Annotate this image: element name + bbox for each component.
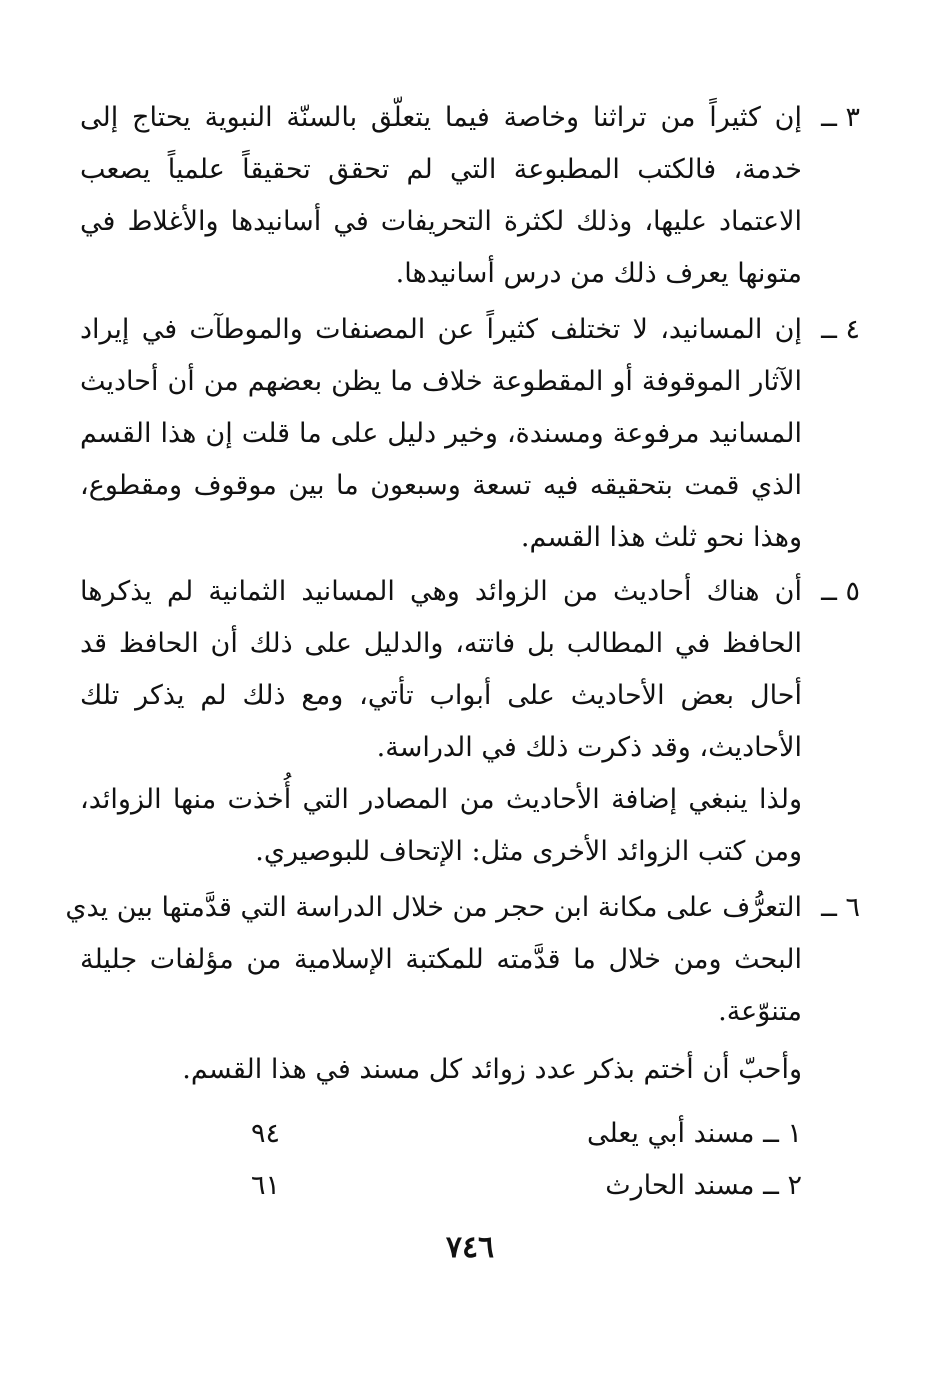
point-text <box>80 566 802 878</box>
text-line: وأحبّ أن أختم بذكر عدد زوائد كل مسند في هذا القسم. <box>182 1054 802 1085</box>
point-number: ٤ ــ <box>821 314 860 345</box>
text-line: الحافظ في المطالب بل فاتته، والدليل على ذلك أن الحافظ قد <box>80 628 802 659</box>
closing-sentence <box>80 1044 802 1096</box>
page-number: ٧٤٦ <box>445 1230 495 1265</box>
point-text <box>80 304 802 564</box>
point-4 <box>80 304 860 564</box>
point-text <box>65 882 802 1038</box>
musnad-count: ٦١ <box>250 1170 280 1201</box>
point-text <box>80 92 802 300</box>
musnad-label: ٢ ــ مسند الحارث <box>605 1170 802 1201</box>
list-item <box>220 1108 802 1160</box>
list-item <box>220 1160 802 1212</box>
point-number: ٥ ــ <box>821 576 860 607</box>
text-line: الذي قمت بتحقيقه فيه تسعة وسبعون ما بين موقوف ومقطوع، <box>80 470 802 501</box>
point-3 <box>80 92 860 300</box>
text-line: أن هناك أحاديث من الزوائد وهي المسانيد الثمانية لم يذكرها <box>80 576 802 607</box>
text-line: ولذا ينبغي إضافة الأحاديث من المصادر التي أُخذت منها الزوائد، <box>80 784 802 815</box>
musnad-count: ٩٤ <box>250 1118 280 1149</box>
text-line: الاعتماد عليها، وذلك لكثرة التحريفات في أسانيدها والأغلاط في <box>80 206 802 237</box>
text-line: أحال بعض الأحاديث على أبواب تأتي، ومع ذلك لم يذكر تلك <box>80 680 802 711</box>
text-line: الآثار الموقوفة أو المقطوعة خلاف ما يظن بعضهم من أن أحاديث <box>80 366 802 397</box>
text-line: المسانيد مرفوعة ومسندة، وخير دليل على ما قلت إن هذا القسم <box>80 418 802 449</box>
counts-list <box>220 1108 802 1212</box>
text-line: ومن كتب الزوائد الأخرى مثل: الإتحاف للبوصيري. <box>255 836 802 867</box>
text-line: متونها يعرف ذلك من درس أسانيدها. <box>395 258 802 289</box>
point-6 <box>65 882 860 1038</box>
text-line: متنوّعة. <box>718 996 802 1027</box>
point-5 <box>80 566 860 878</box>
text-line: التعرُّف على مكانة ابن حجر من خلال الدراسة التي قدَّمتها بين يدي <box>65 892 802 923</box>
text-line: إن المسانيد، لا تختلف كثيراً عن المصنفات والموطآت في إيراد <box>80 314 802 345</box>
text-line: إن كثيراً من تراثنا وخاصة فيما يتعلّق بالسنّة النبوية يحتاج إلى <box>80 102 802 133</box>
point-number: ٦ ــ <box>821 892 860 923</box>
musnad-label: ١ ــ مسند أبي يعلى <box>586 1118 802 1149</box>
text-line: الأحاديث، وقد ذكرت ذلك في الدراسة. <box>376 732 802 763</box>
text-line: البحث ومن خلال ما قدَّمته للمكتبة الإسلامية من مؤلفات جليلة <box>80 944 802 975</box>
text-line: خدمة، فالكتب المطبوعة التي لم تحقق تحقيقاً علمياً يصعب <box>80 154 802 185</box>
text-line: وهذا نحو ثلث هذا القسم. <box>520 522 802 553</box>
point-number: ٣ ــ <box>821 102 860 133</box>
